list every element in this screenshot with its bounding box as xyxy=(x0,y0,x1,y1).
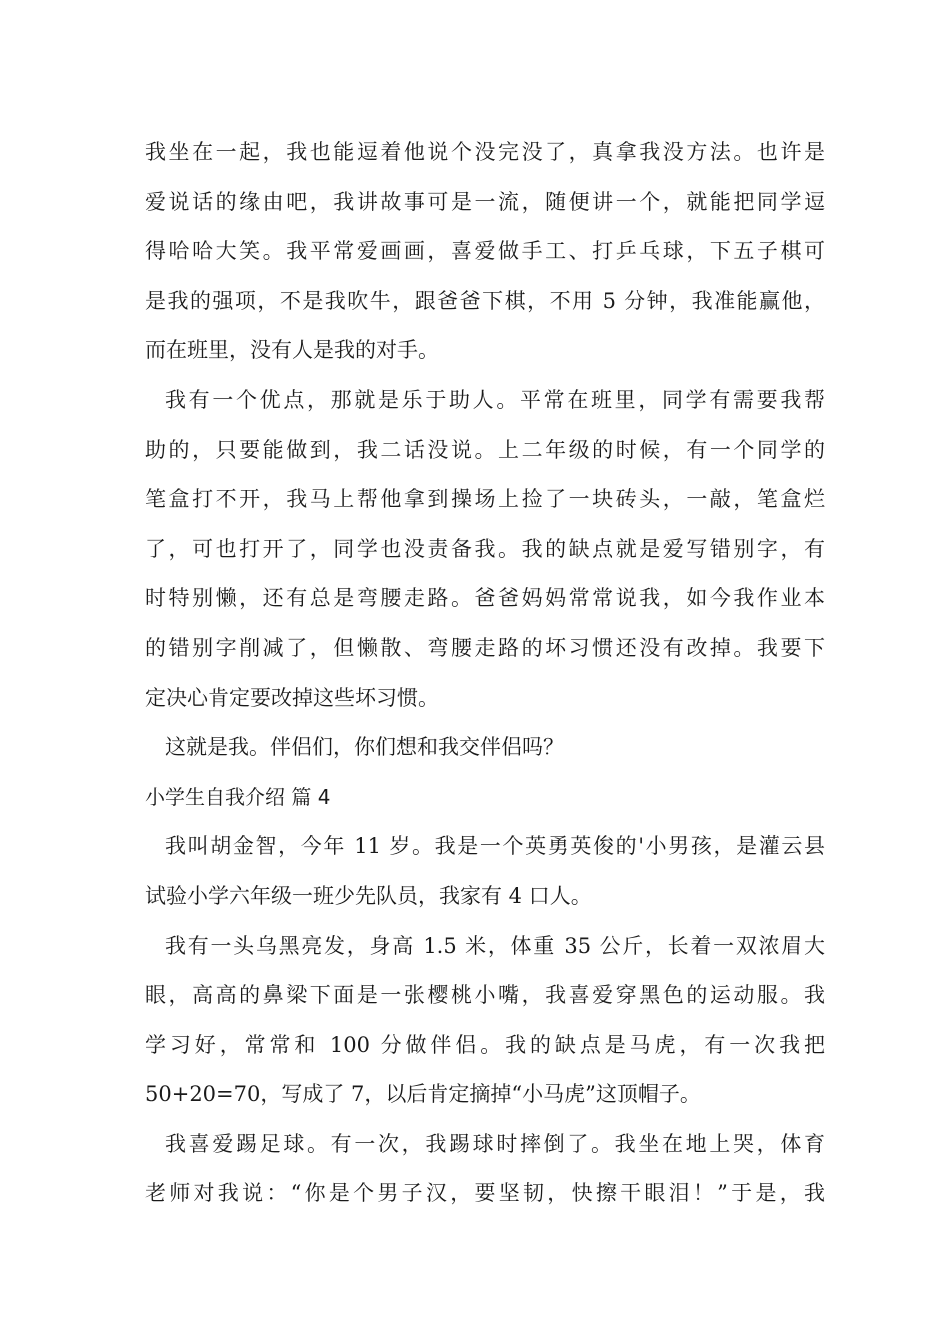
text-line: 了，可也打开了，同学也没责备我。我的缺点就是爱写错别字，有 xyxy=(145,536,825,561)
text-line: 学习好，常常和 100 分做伴侣。我的缺点是马虎，有一次我把 xyxy=(145,1032,825,1057)
text-line: 这就是我。伴侣们，你们想和我交伴侣吗？ xyxy=(165,735,564,760)
text-line: 爱说话的缘由吧，我讲故事可是一流，随便讲一个，就能把同学逗 xyxy=(145,189,825,214)
document-body xyxy=(145,128,825,1219)
paragraph xyxy=(145,376,825,723)
text-line: 笔盒打不开，我马上帮他拿到操场上捡了一块砖头，一敲，笔盒烂 xyxy=(145,487,825,512)
text-line: 我叫胡金智，今年 11 岁。我是一个英勇英俊的'小男孩，是灌云县 xyxy=(165,834,825,859)
text-line: 我有一个优点，那就是乐于助人。平常在班里，同学有需要我帮 xyxy=(165,387,825,412)
text-line: 是我的强项，不是我吹牛，跟爸爸下棋，不用 5 分钟，我准能赢他， xyxy=(145,288,825,313)
paragraph xyxy=(145,723,825,773)
paragraph xyxy=(145,1120,825,1219)
paragraph xyxy=(145,128,825,376)
text-line: 我坐在一起，我也能逗着他说个没完没了，真拿我没方法。也许是 xyxy=(145,140,825,164)
text-line: 我有一头乌黑亮发，身高 1.5 米，体重 35 公斤，长着一双浓眉大 xyxy=(165,933,825,958)
text-line: 我喜爱踢足球。有一次，我踢球时摔倒了。我坐在地上哭，体育 xyxy=(165,1131,825,1156)
text-line: 试验小学六年级一班少先队员，我家有 4 口人。 xyxy=(145,883,592,908)
text-line: 时特别懒，还有总是弯腰走路。爸爸妈妈常常说我，如今我作业本 xyxy=(145,586,825,611)
text-line: 眼，高高的鼻梁下面是一张樱桃小嘴，我喜爱穿黑色的运动服。我 xyxy=(145,983,825,1008)
paragraph xyxy=(145,922,825,1120)
text-line: 定决心肯定要改掉这些坏习惯。 xyxy=(145,685,439,710)
text-line: 而在班里，没有人是我的对手。 xyxy=(145,338,439,363)
section-heading xyxy=(145,773,825,823)
text-line: 助的，只要能做到，我二话没说。上二年级的时候，有一个同学的 xyxy=(145,437,825,462)
paragraph xyxy=(145,822,825,921)
text-line: 的错别字削减了，但懒散、弯腰走路的坏习惯还没有改掉。我要下 xyxy=(145,635,825,660)
text-line: 得哈哈大笑。我平常爱画画，喜爱做手工、打乒乓球，下五子棋可 xyxy=(145,239,825,264)
text-line: 老师对我说：“你是个男子汉，要坚韧，快擦干眼泪！”于是，我 xyxy=(145,1181,825,1206)
heading-text: 小学生自我介绍 篇 4 xyxy=(145,784,331,809)
text-line: 50+20=70，写成了 7，以后肯定摘掉“小马虎”这顶帽子。 xyxy=(145,1082,701,1107)
